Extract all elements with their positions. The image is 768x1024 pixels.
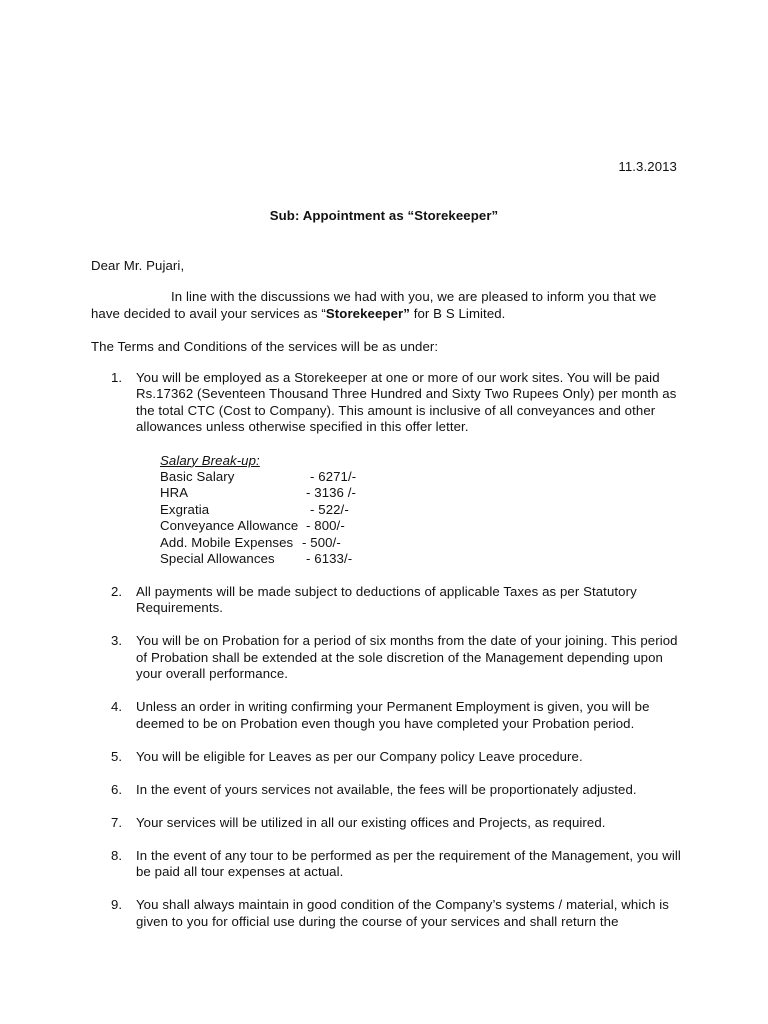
salary-row <box>160 535 686 551</box>
salary-label: HRA <box>160 485 189 501</box>
term-number: 2. <box>111 584 123 600</box>
intro-position-bold: Storekeeper” <box>325 305 410 321</box>
term-number: 6. <box>111 781 123 797</box>
salary-breakup <box>160 453 686 568</box>
term-item-3 <box>91 633 686 682</box>
salary-value: - 800/- <box>306 518 345 534</box>
terms-list <box>91 370 686 947</box>
term-number: 3. <box>111 633 123 649</box>
salary-value: - 522/- <box>310 501 349 517</box>
salary-label: Exgratia <box>160 501 210 517</box>
salary-label: Conveyance Allowance <box>160 518 299 534</box>
term-item-1 <box>91 370 686 567</box>
salary-value: - 6271/- <box>310 469 357 485</box>
term-number: 1. <box>111 370 123 385</box>
intro-paragraph <box>91 289 686 322</box>
term-text: Your services will be utilized in all our existing offices and Projects, as required. <box>136 814 606 830</box>
term-item-5 <box>91 749 686 765</box>
salary-row <box>160 518 686 534</box>
subject-text: Sub: Appointment as “Storekeeper” <box>269 208 499 223</box>
salutation: Dear Mr. Pujari, <box>91 258 185 273</box>
letter-date: 11.3.2013 <box>618 159 677 174</box>
salary-row <box>160 502 686 518</box>
salary-row <box>160 469 686 485</box>
term-text: In the event of any tour to be performed as per the requirement of the Management, you will be paid all tour expenses at actual. <box>136 847 681 880</box>
salary-row <box>160 485 686 501</box>
salary-value: - 6133/- <box>306 551 353 567</box>
term-item-6 <box>91 782 686 798</box>
salary-label: Add. Mobile Expenses <box>160 534 294 550</box>
term-text: You will be eligible for Leaves as per our Company policy Leave procedure. <box>136 748 583 764</box>
term-text: You shall always maintain in good condition of the Company’s systems / material, which is given to you for official use during the course of your services and shall return the <box>136 897 669 929</box>
letter-subject <box>0 207 768 224</box>
term-number: 5. <box>111 748 123 764</box>
term-text: All payments will be made subject to deductions of applicable Taxes as per Statutory Requirements. <box>136 584 637 616</box>
salary-label: Basic Salary <box>160 469 235 485</box>
term-text: You will be on Probation for a period of six months from the date of your joining. This period of Probation shall be extended at the sole discretion of the Management depending upon your overall performance. <box>136 633 678 682</box>
salary-value: - 500/- <box>302 534 341 550</box>
salary-label: Special Allowances <box>160 551 275 567</box>
term-item-4 <box>91 699 686 732</box>
intro-text-part1: In line with the discussions we had with you, we are pleased to inform you that we have decided to avail your services as “ <box>91 289 657 321</box>
salary-breakup-title: Salary Break-up: <box>160 452 260 468</box>
term-number: 4. <box>111 699 123 715</box>
term-text: You will be employed as a Storekeeper at one or more of our work sites. You will be paid Rs.17362 (Seventeen Thousand Three Hundred and Sixty Two Rupees Only) per month as the total CTC (Cost to Company). This amount is inclusive of all conveyances and other allowances unless otherwise specified in this offer letter. <box>136 370 677 435</box>
terms-intro: The Terms and Conditions of the services will be as under: <box>91 339 439 354</box>
salary-row <box>160 551 686 567</box>
term-item-7 <box>91 815 686 831</box>
term-item-2 <box>91 584 686 617</box>
intro-text-part2: for B S Limited. <box>409 305 506 321</box>
term-text: In the event of yours services not available, the fees will be proportionately adjusted. <box>136 781 637 797</box>
term-number: 9. <box>111 897 123 913</box>
term-number: 7. <box>111 814 123 830</box>
term-item-9 <box>91 897 686 930</box>
term-item-8 <box>91 848 686 881</box>
term-number: 8. <box>111 847 123 863</box>
term-text: Unless an order in writing confirming your Permanent Employment is given, you will be deemed to be on Probation even though you have completed your Probation period. <box>136 699 650 731</box>
salary-value: - 3136 /- <box>306 485 357 501</box>
